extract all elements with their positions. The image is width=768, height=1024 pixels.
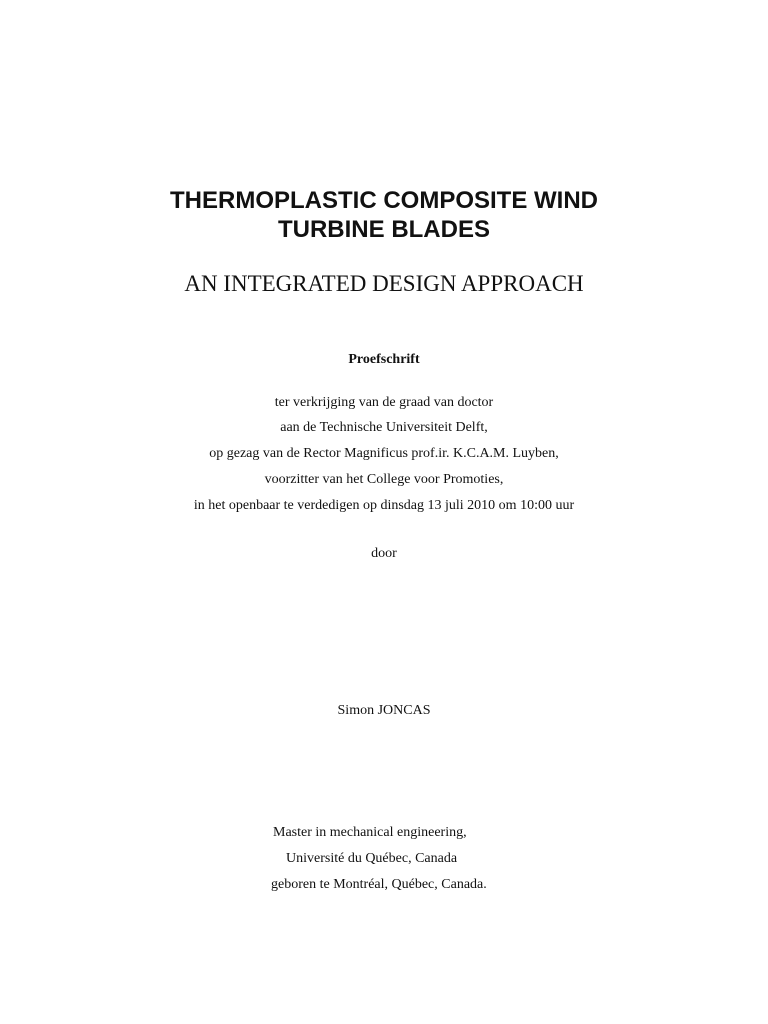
credential-birthplace: geboren te Montréal, Québec, Canada. — [271, 877, 487, 892]
title-line-1: THERMOPLASTIC COMPOSITE WIND — [170, 187, 598, 214]
credential-degree: Master in mechanical engineering, — [273, 825, 467, 840]
credential-university: Université du Québec, Canada — [286, 851, 458, 866]
title-line-2: TURBINE BLADES — [277, 216, 490, 243]
proefschrift-label: Proefschrift — [348, 352, 420, 367]
chair-line: voorzitter van het College voor Promoties, — [264, 472, 504, 487]
door-label: door — [371, 546, 397, 561]
subtitle: AN INTEGRATED DESIGN APPROACH — [184, 271, 584, 296]
author-name: Simon JONCAS — [337, 703, 431, 718]
degree-line: ter verkrijging van de graad van doctor — [274, 395, 494, 410]
rector-line: op gezag van de Rector Magnificus prof.ir. K.C.A.M. Luyben, — [209, 446, 559, 461]
defense-date-line: in het openbaar te verdedigen op dinsdag 13 juli 2010 om 10:00 uur — [193, 498, 575, 513]
university-line: aan de Technische Universiteit Delft, — [280, 420, 488, 435]
